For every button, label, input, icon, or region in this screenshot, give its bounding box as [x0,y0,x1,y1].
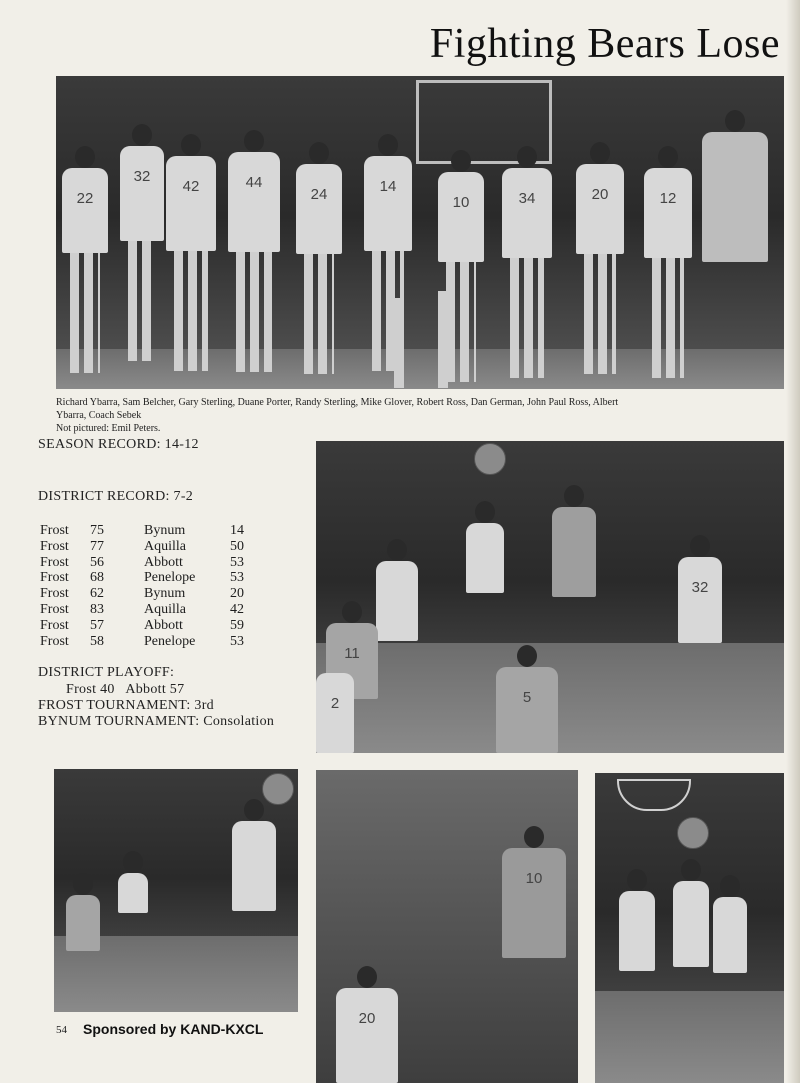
table-row: Frost 83 Aquilla 42 [40,601,244,617]
frost-tournament-value: 3rd [194,698,214,713]
table-row: Frost 77 Aquilla 50 [40,538,244,554]
table-row: Frost 62 Bynum 20 [40,586,244,602]
jersey-number: 12 [659,190,677,207]
table-row: Frost 57 Abbott 59 [40,617,244,633]
district-record-value: 7-2 [173,489,194,504]
ball [677,817,709,849]
bynum-tournament-value: Consolation [203,714,275,729]
jersey-number: 20 [358,1010,376,1027]
caption-line: Richard Ybarra, Sam Belcher, Gary Sterling, Duane Porter, Randy Sterling, Mike Glover, Robert Ross, Dan German, John Paul Ross, Albert [56,397,619,408]
team-photo [56,76,784,389]
playoff-label: DISTRICT PLAYOFF: [38,665,175,680]
scores-table [40,523,260,649]
basket-hoop [617,779,691,811]
caption-line: Not pictured: Emil Peters. [56,423,161,434]
action-photo-2 [316,441,784,753]
action-photo-4 [316,770,578,1083]
jersey-number: 32 [691,579,709,596]
season-record-value: 14-12 [164,437,199,452]
playoff-result: Frost 40 Abbott 57 [66,682,185,697]
season-record: SEASON RECORD: 14-12 [38,437,199,452]
table-row: Frost 58 Penelope 53 [40,633,244,649]
table-row: Frost 68 Penelope 53 [40,570,244,586]
jersey-number: 22 [76,190,94,207]
table-row: Frost 75 Bynum 14 [40,523,244,538]
page-number: 54 [56,1024,67,1036]
jersey-number: 10 [452,194,470,211]
team-photo-caption [56,396,784,435]
sponsor-line: Sponsored by KAND-KXCL [83,1021,264,1037]
jersey-number: 2 [330,695,340,712]
jersey-number: 14 [379,178,397,195]
page-title: Fighting Bears Lose [429,21,780,67]
action-photo-3 [54,769,298,1012]
caption-line: Ybarra, Coach Sebek [56,410,142,421]
jersey-number: 24 [310,186,328,203]
jersey-number: 5 [522,689,532,706]
jersey-number: 11 [344,645,360,662]
frost-tournament: FROST TOURNAMENT: 3rd [38,698,214,713]
district-record: DISTRICT RECORD: 7-2 [38,489,194,504]
coach [702,132,768,262]
ball [474,443,506,475]
jersey-number: 32 [133,168,151,185]
jersey-number: 34 [518,190,536,207]
jersey-number: 10 [525,870,543,887]
jersey-number: 20 [591,186,609,203]
table-row: Frost 56 Abbott 53 [40,554,244,570]
jersey-number: 44 [245,174,263,191]
bynum-tournament: BYNUM TOURNAMENT: Consolation [38,714,275,729]
trophy [394,298,404,388]
jersey-number: 42 [182,178,200,195]
page-edge [786,0,800,1083]
ball [262,773,294,805]
action-photo-5 [595,773,784,1083]
